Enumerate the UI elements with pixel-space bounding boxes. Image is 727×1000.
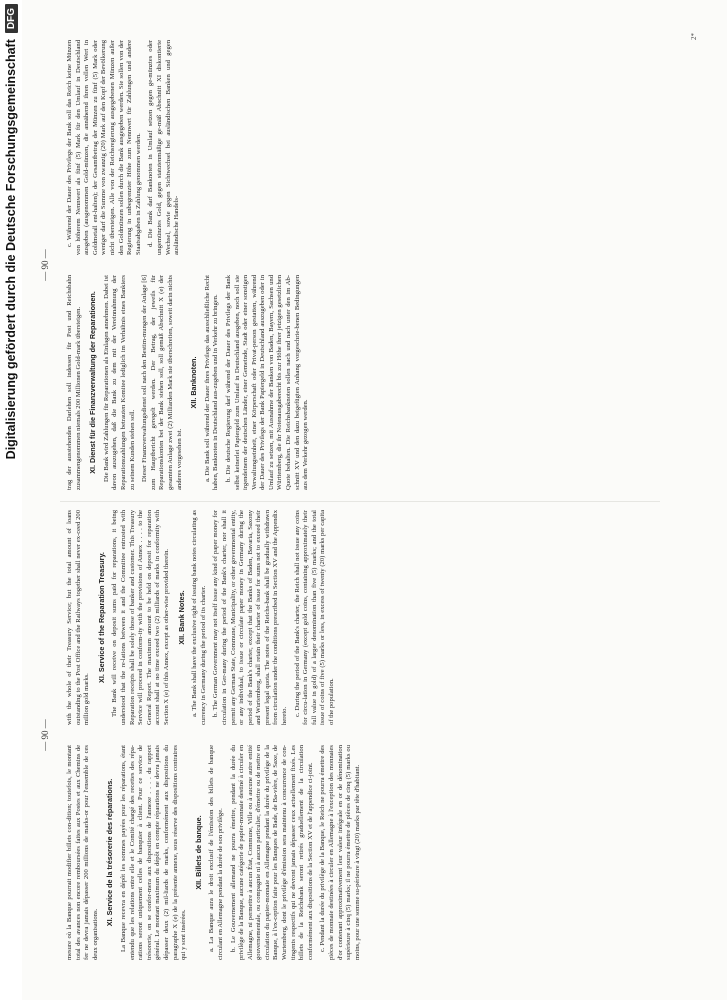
section-heading: XI. Dienst für die Finanzverwaltung der Reparationen. (88, 291, 98, 474)
folio-mark: 2* (690, 33, 698, 40)
paragraph: b. The German Government may not itself issue any kind of paper money for circulation in Ger-many during the period of the Bank's charter, nor shall it permit any German State, Commune, Municipality, or other governmental entity, or any individual, to issue or circulate paper money in Germany during the period of the Bank's charter, except that the Banks of Baden, Bavaria, Saxony and Wurtemberg, shall retain their charter of issue for sums not to exceed their present legal quota. The notes of the Reichs-bank shall be gradually withdrawn from circulation under the conditions prescribed in Section XV and the Appendix hereto. (212, 510, 289, 725)
right-page (40, 40, 700, 490)
paragraph: trag der ausstehenden Darlehen soll indessen für Post und Reichsbahn zusammengenommen niemals 200 Millionen Gold-mark übersteigen. (66, 275, 82, 490)
dfg-logo: DFG (5, 4, 18, 33)
paragraph: The Bank will receive on deposit sums paid for reparations, it being understood that the re-lations between it and the Committee entrusted with Reparation receipts shall be solely those of banker and customer. This Treasury Service will proceed in conform-ity with the provisions of Annex . . . . to the General Report. The maximum amount to be held on deposit for reparation account shall at no time exceed two (2) milliards of marks in conformity with Section X (e) of this Annex, except as other-wise provided therein. (111, 510, 170, 725)
german-column-1 (66, 275, 686, 490)
english-column (66, 510, 686, 725)
section-heading: XII. Bank Notes. (176, 590, 186, 645)
paragraph: c. Pendant la durée du privilège de la Banque, le Reich ne pourra émettre des pièces de monnaie destinées à circuler en Allemagne à l'exception des monnaies d'or contenant approximativement leur valeur intégrale en or de dénomination supérieure à cinq (5) marks; il ne pourra émettre de pièces de cinq (5) marks ou moins, pour une somme su-périeure à vingt (20) marks par tête d'habitant. (319, 745, 361, 960)
section-heading: XII. Banknoten. (189, 356, 199, 409)
paragraph: Die Bank wird Zahlungen für Reparationen als Einlagen annehmen. Dabei ist davon auszugehen, daß die Bank zu dem mit der Vereinnahmung der Reparationszahlungen betrauten Komitee lediglich im Verhältnis eines Bankiers zu seinem Kunden stehen soll. (102, 275, 136, 490)
digitization-banner (0, 0, 22, 1000)
section-heading: XII. Billets de banque. (193, 815, 203, 890)
paragraph: with the whole of their Treasury Service; but the total amount of loans outstanding to the Post Office and the Railways together shall never ex-ceed 200 million gold marks. (66, 510, 91, 725)
french-column (66, 745, 686, 960)
section-heading: XI. Service of the Reparation Treasury. (96, 552, 106, 683)
section-heading: XI. Service de la trésorerie des réparations. (105, 778, 115, 927)
paragraph: a. Die Bank soll während der Dauer ihres Privilegs das ausschließliche Recht haben, Banknoten in Deutschland aus-zugeben und in Verkehr zu bringen. (203, 275, 220, 490)
paragraph: a. La Banque aura le droit exclusif de l'émission des billets de banque circulant en Allemagne pendant la durée de son privilège. (208, 745, 224, 960)
paragraph: b. Le Gouvernement allemand ne pourra émettre, pendant la durée du privilège de la Banque, aucune catégorie de papier-monnaie destiné à circuler en Allemagne, ni permettre à aucun État, Commune, Ville ou à aucune autre entité gouvernementale, ou compagnie ni à aucun particulier, d'émettre ou de mettre en circulation du papier-monnaie en Allemagne pendant la durée du privilège de la Banque, à l'ex-ception faite pour les Banques de Bade, de Ba-vière, de Saxe, de Wurtemberg, dont le privilège d'émission sera maintenu à concurrence de con-tingents respectifs qui ne devront jamais dépasser ceux actuellement fixés. Les billets de la Reichsbank seront retirés graduellement de la circulation conformément aux dispositions de la Section XV et de l'appendice ci-joint. (229, 745, 314, 960)
paragraph: a. The Bank shall have the exclusive right of issuing bank notes circulating as currency in Germany during the period of its charter. (191, 510, 207, 725)
paragraph: c. During the period of the Bank's charter, the Reich shall not issue any coins for circu-lation in Germany (except gold coins, containing approximately their full value in gold) of a larger denomination than five (5) marks; and the total issue of coins of five (5) marks or less, in excess of twenty (20) marks per capita of the population. (293, 510, 336, 725)
paragraph: Dieser Finanzverwaltungsdienst soll nach den Bestim-mungen der Anlage [6] zum Hauptbericht geregelt werden. Der Betrag, der jeweils für Reparationskonten bei der Bank stehen soll, soll gemäß Abschnitt X (e) der gesamten Anlage zwei (2) Milliarden Mark nie überschreiten, soweit darin nichts anderes vorgesehen ist. (141, 275, 183, 490)
paragraph: d. Die Bank darf Banknoten in Umlauf setzen gegen ge-münztes oder ungemünztes Gold, gegen statutenmäßige ge-mäß Abschnitt XI diskontierte Wechsel, sowie gegen Sichtwechsel bei ausländischen Banken und gegen ausländische Handels- (147, 40, 181, 255)
banner-text: Digitalisierung gefördert durch die Deutsche Forschungsgemeinschaft (4, 39, 18, 460)
paragraph: La Banque recevra en dépôt les sommes payées pour les réparations, étant entendu que les relations entre elle et le Comité chargé des recettes des répa-rations seront uniquement celles de banquier à client. Pour ce service de trésorerie, on se confor-mera aux dispositions de l'annexe . . . . du rapport général. Le montant maximum du dépôt en compte réparations ne devra jamais dépasser deux (2) mil-liards de marks, conformément aux dispositions du paragraphe X (e) de la présente annexe, sous réserve des dispositions contraires qui y sont insérées. (119, 745, 188, 960)
german-column-2 (66, 40, 686, 255)
paragraph: b. Die deutsche Regierung darf während der Dauer des Privilegs der Bank selbst keinerlei Papiergeld zum Umlauf in Deutschland ausgeben, noch soll sie irgendeinem der deutschen Länder, einer Gemeinde, Stadt oder einer sonstigen Verwaltungseinheit, einer Körperschaft oder Privat-person gestatten, während der Dauer des Privilegs der Bank Papiergeld in Deutschland auszugeben oder in Umlauf zu setzen, mit Ausnahme der Banken von Baden, Bayern, Sachsen und Württemberg, die ihr Notenausgaberecht bis zur Höhe ihrer jetzigen gesetzlichen Quote behalten. Die Reichsbanknoten sollen nach und nach unter den im Ab-schnitt XV und den dazu beigefügten Anhang vorgeschrie-benen Bedingungen aus dem Verkehr gezogen werden. (224, 275, 310, 490)
page-number: — 90 — (40, 719, 50, 751)
left-page (40, 510, 700, 960)
page-gutter (60, 501, 660, 502)
paragraph: c. Während der Dauer des Privilegs der Bank soll das Reich keine Münzen von höherem Nennwert als fünf (5) Mark für den Umlauf in Deutschland ausgeben (ausgenommen Gold-münzen, die annähernd ihren vollen Wert in Goldmetall ent-halten); der Gesamtbetrag der Münzen zu fünf (5) Mark oder weniger darf die Summe von zwanzig (20) Mark auf den Kopf der Bevölkerung nicht übersteigen. Alle von der Reichsregierung ausgegebenen Münzen außer den Goldmünzen sollen durch die Bank ausgegeben werden. Sie sollen von der Regierung in unbegrenzter Höhe zum Nennwert für Zahlungen und andere Staatsabgaben in Zahlung genommen werden. (66, 40, 142, 255)
page-number: — 90 — (40, 249, 50, 281)
paragraph: mesure où la Banque pourrait modifier billets con-dition; toutefois, le montant total des avances non encore remboursées faites aux Postes et aux Chemins de fer ne devra jamais dépasser 200 millions de marks-or pour l'ensemble de ces deux organisations. (66, 745, 99, 960)
